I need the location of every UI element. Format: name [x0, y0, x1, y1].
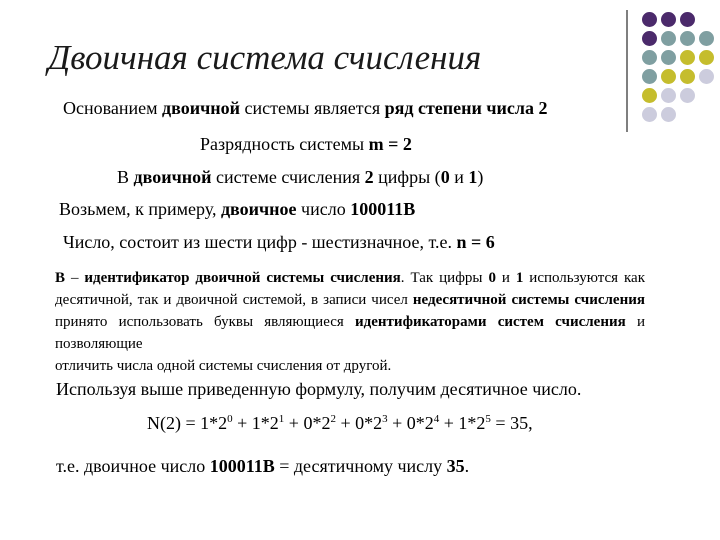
- text: Разрядность системы: [200, 134, 369, 154]
- text: цифры (: [373, 167, 441, 187]
- exponent: 0: [227, 413, 233, 425]
- text: принято использовать буквы являющиеся: [55, 314, 356, 330]
- line-conversion: Используя выше приведенную формулу, получим десятичное число.: [56, 379, 582, 399]
- text: 100011B: [209, 456, 275, 476]
- text: .: [464, 456, 470, 476]
- text: идентификатор двоичной системы счисления: [84, 270, 401, 286]
- text: идентификаторами систем счисления: [355, 314, 626, 330]
- line-example: [59, 199, 415, 220]
- decor-dot: [680, 88, 695, 103]
- decor-dot: [699, 69, 714, 84]
- text: +: [232, 413, 252, 433]
- text: двоичной: [133, 167, 212, 187]
- text: –: [65, 270, 85, 286]
- text: В: [117, 167, 134, 187]
- line-digits: [117, 167, 483, 188]
- decor-dot: [642, 31, 657, 46]
- formula: [147, 413, 533, 434]
- line-radix: [200, 134, 412, 155]
- exponent: 4: [433, 413, 440, 425]
- text: m = 2: [368, 134, 412, 154]
- text: = 35,: [490, 413, 533, 433]
- exponent: 1: [278, 413, 285, 425]
- text: недесятичной системы счисления: [412, 292, 645, 308]
- text: двоичное: [220, 199, 297, 219]
- decor-dot: [680, 31, 695, 46]
- text: +: [284, 413, 304, 433]
- line-digit-count: [63, 232, 495, 253]
- text: N(2) =: [147, 413, 201, 433]
- line-result: [56, 456, 469, 477]
- decor-dot: [642, 12, 657, 27]
- decor-dot: [661, 69, 676, 84]
- text: и: [449, 167, 469, 187]
- decor-dot: [661, 12, 676, 27]
- text: 100011B: [350, 199, 416, 219]
- exponent: 3: [382, 413, 388, 425]
- text: 0*2: [303, 413, 331, 433]
- exponent: 2: [330, 413, 336, 425]
- decor-dot: [680, 12, 695, 27]
- text: +: [387, 413, 407, 433]
- decor-dot: [661, 31, 676, 46]
- text: +: [335, 413, 356, 433]
- decor-dot: [680, 50, 695, 65]
- text: системы является: [240, 98, 385, 118]
- decor-dot: [642, 50, 657, 65]
- decor-dot: [661, 107, 676, 122]
- text: 1*2: [458, 413, 486, 433]
- decor-dot: [642, 107, 657, 122]
- text: B: [55, 270, 66, 286]
- text: Возьмем, к примеру,: [59, 199, 221, 219]
- divider-line: [626, 10, 628, 132]
- text: используются как десятичной, так и двоичной системой, в записи чисел: [55, 270, 645, 308]
- text: n = 6: [456, 232, 495, 252]
- decor-dot: [680, 69, 695, 84]
- text: 1*2: [251, 413, 279, 433]
- text: ряд степени числа 2: [384, 98, 548, 118]
- text: 0: [488, 270, 496, 286]
- text: 1*2: [200, 413, 228, 433]
- text: ): [477, 167, 484, 187]
- decor-dot: [642, 88, 657, 103]
- decor-dot: [699, 31, 714, 46]
- text: 1: [468, 167, 478, 187]
- slide-title: Двоичная система счисления: [48, 38, 482, 77]
- paragraph-identifier: [55, 267, 645, 377]
- text: 0*2: [355, 413, 383, 433]
- text: . Так цифры: [400, 270, 489, 286]
- decor-dot: [661, 50, 676, 65]
- text: 2: [364, 167, 374, 187]
- text: 0: [440, 167, 450, 187]
- text: 1: [515, 270, 524, 286]
- text: т.е. двоичное число: [56, 456, 210, 476]
- decor-dot: [661, 88, 676, 103]
- text: Число, состоит из шести цифр - шестизначное, т.е.: [63, 232, 457, 252]
- decorative-dots: [642, 12, 720, 124]
- text: отличить числа одной системы счисления от другой.: [55, 358, 392, 374]
- text: Основанием: [63, 98, 163, 118]
- text: и позволяющие: [55, 314, 646, 352]
- line-base: [63, 98, 548, 119]
- text: = десятичному числу: [274, 456, 447, 476]
- text: число: [296, 199, 351, 219]
- text: 35: [446, 456, 465, 476]
- text: двоичной: [162, 98, 240, 118]
- exponent: 5: [485, 413, 491, 425]
- text: и: [495, 270, 516, 286]
- text: системе счисления: [211, 167, 365, 187]
- decor-dot: [642, 69, 657, 84]
- text: +: [439, 413, 459, 433]
- decor-dot: [699, 50, 714, 65]
- text: 0*2: [406, 413, 434, 433]
